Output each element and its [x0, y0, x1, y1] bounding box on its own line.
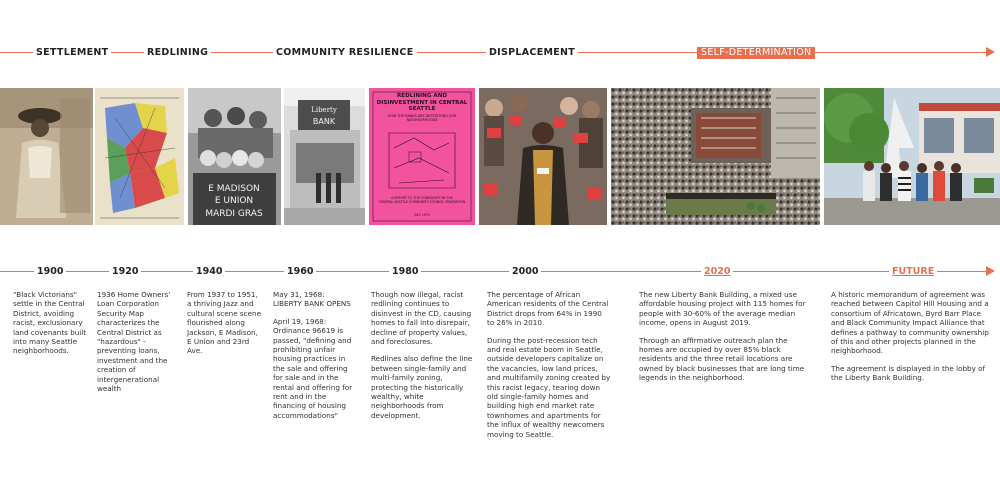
text-future — [831, 290, 991, 391]
report-footer-2: CENTRAL SEATTLE COMMUNITY COUNCIL FEDERATION — [378, 200, 466, 205]
report-title: REDLINING AND DISINVESTMENT IN CENTRAL SEATTLE — [376, 93, 468, 113]
text-2000-p1: The percentage of African American residents of the Central District drops from 64% in 1990 to 26% in 2010. — [487, 290, 609, 328]
photo-liberty-bank — [284, 88, 365, 225]
text-2000 — [487, 290, 611, 447]
text-1900-p1: "Black Victorians" settle in the Central District, avoiding racist, exclusionary land covenants built into many Seattle neighborhoods. — [13, 290, 87, 356]
text-1980-p2: Redlines also define the line between single-family and multi-family zoning, protecting the historically wealthy, white neighborhoods from development. — [371, 354, 473, 420]
sign-line-3: MARDI GRAS — [205, 209, 263, 219]
photo-hoic-map — [95, 88, 184, 225]
sign-line-2: E UNION — [214, 196, 254, 206]
era-displacement: DISPLACEMENT — [486, 47, 578, 59]
era-self-determination: SELF-DETERMINATION — [697, 47, 815, 59]
text-1900 — [13, 290, 91, 364]
text-1960 — [273, 290, 355, 428]
text-1940-p1: From 1937 to 1951, a thriving Jazz and cultural scene scene flourished along Jackson, E Madison, E Union and 23rd Ave. — [187, 290, 261, 356]
text-2000-p2: During the post-recession tech and real estate boom in Seattle, outside developers capitalize on the vacancies, low land prices, and multifamily zoning created by this racist legacy, tearing down old single-family homes and building high end market rate townhomes and apartments for the influx of wealthy newcomers moving to Seattle. — [487, 335, 611, 439]
top-timeline-arrow — [986, 47, 995, 57]
photo-mardi-gras — [188, 88, 281, 225]
year-1980: 1980 — [389, 266, 421, 278]
text-future-p1: A historic memorandum of agreement was reached between Capitol Hill Housing and a consortium of Africatown, Byrd Barr Place and Black Community Impact Alliance that defines a pathway to community ownership of this and other projects planned in the neighborhood. — [831, 290, 989, 356]
bank-sign-1: Liberty — [311, 106, 337, 114]
text-1920-p1: 1936 Home Owners' Loan Corporation Security Map characterizes the Central District as "hazardous" - preventing loans, investment and the creation of intergenerational wealth — [97, 290, 171, 394]
year-2020: 2020 — [701, 266, 733, 278]
photo-protest-speaker — [479, 88, 607, 225]
text-2020-p1: The new Liberty Bank Building, a mixed use affordable housing project with 115 homes for people with 30-60% of the average median income, opens in August 2019. — [639, 290, 806, 328]
year-1920: 1920 — [109, 266, 141, 278]
text-1960-head: May 31, 1968: LIBERTY BANK OPENS — [273, 290, 351, 309]
era-redlining: REDLINING — [144, 47, 211, 59]
sign-line-1: E MADISON — [208, 184, 260, 194]
year-2000: 2000 — [509, 266, 541, 278]
era-settlement: SETTLEMENT — [33, 47, 111, 59]
year-1940: 1940 — [193, 266, 225, 278]
year-1900: 1900 — [34, 266, 66, 278]
photo-redlining-report — [369, 88, 475, 225]
bottom-timeline-line — [0, 271, 986, 272]
photo-crowd-aerial — [611, 88, 820, 225]
text-1920 — [97, 290, 177, 401]
report-footer-1: A REPORT TO THE COMMUNITY BY THE — [391, 196, 453, 200]
bank-sign-2: BANK — [312, 117, 336, 126]
era-community-resilience: COMMUNITY RESILIENCE — [273, 47, 417, 59]
bottom-timeline-arrow — [986, 266, 995, 276]
text-1980 — [371, 290, 473, 428]
text-1960-body: April 19, 1968: Ordinance 96619 is passed, "defining and prohibiting unfair housing practices in the sale and offering for sale and in the rental and offering for rent and in the financing of housing accommodations" — [273, 316, 353, 420]
text-1940 — [187, 290, 263, 364]
text-2020-p2: Through an affirmative outreach plan the homes are occupied by over 85% black residents and the three retail locations are owned by black businesses that are long time legends in the neighborhood. — [639, 335, 805, 383]
text-2020 — [639, 290, 809, 391]
year-future: FUTURE — [889, 266, 937, 278]
report-subtitle: HOW THE BANKS ARE DESTROYING OUR NEIGHBORHOODS — [387, 114, 457, 122]
year-1960: 1960 — [284, 266, 316, 278]
photo-black-victorian — [0, 88, 93, 225]
photo-community-group — [824, 88, 1000, 225]
report-date: JULY 1975 — [414, 213, 430, 217]
text-future-p2: The agreement is displayed in the lobby of the Liberty Bank Building. — [831, 363, 986, 383]
text-1980-p1: Though now illegal, racist redlining continues to disinvest in the CD, causing homes to fall into disrepair, decline of property values, and foreclosures. — [371, 290, 472, 347]
